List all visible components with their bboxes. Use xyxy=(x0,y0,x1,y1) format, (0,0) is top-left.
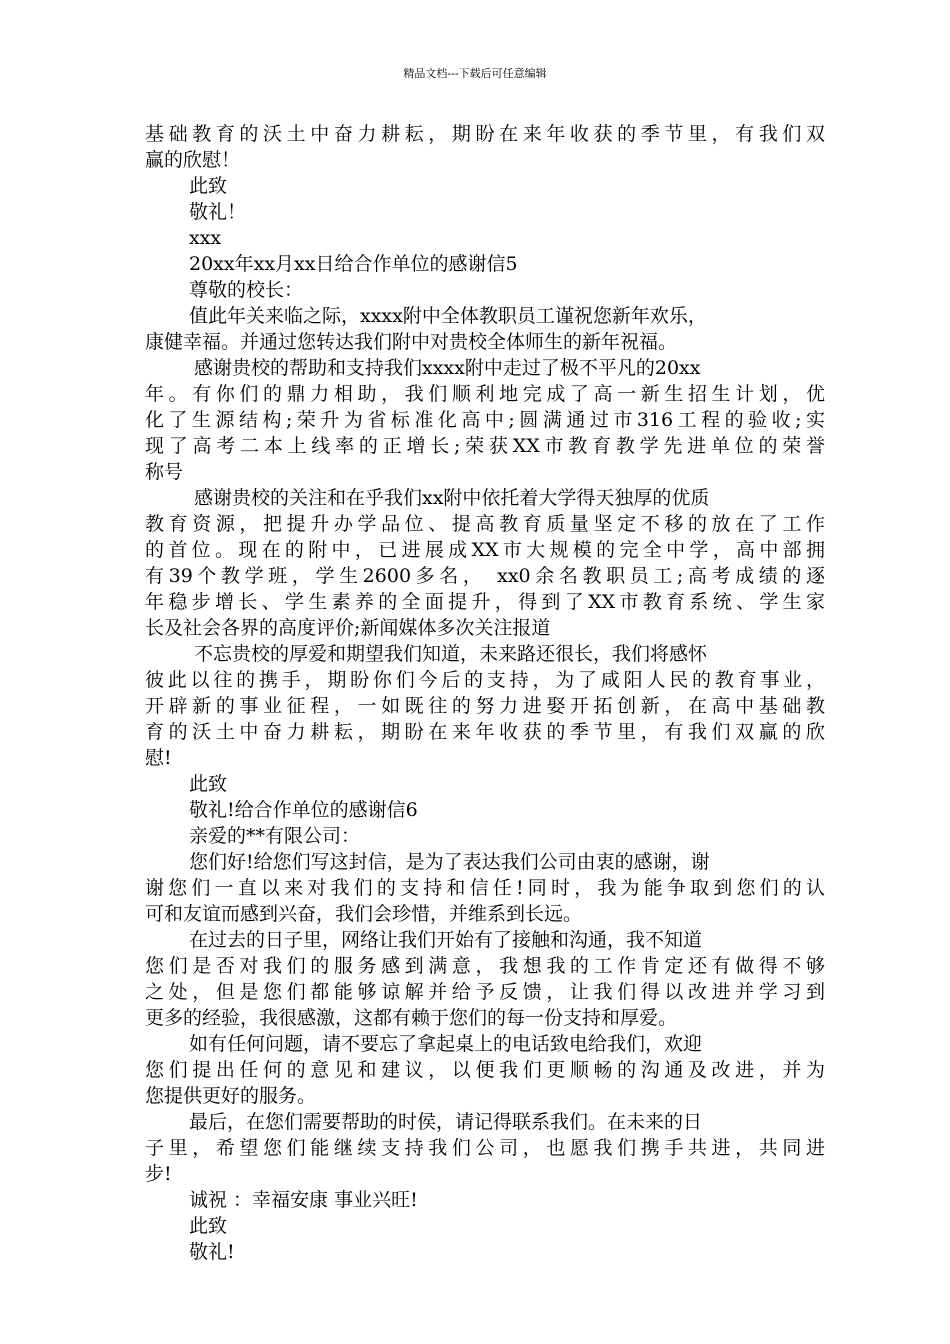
text-line: 此致 xyxy=(189,175,228,197)
text-line: 20xx年xx月xx日给合作单位的感谢信5 xyxy=(189,253,518,275)
text-line: 您们提出任何的意见和建议，以便我们更顺畅的沟通及改进，并为 xyxy=(145,1059,825,1081)
text-line: 彼此以往的携手，期盼你们今后的支持，为了咸阳人民的教育事业， xyxy=(145,669,825,691)
text-line: 您提供更好的服务。 xyxy=(145,1085,317,1107)
text-line: 您们是否对我们的服务感到满意，我想我的工作肯定还有做得不够 xyxy=(145,955,825,977)
text-line: 康健幸福。并通过您转达我们附中对贵校全体师生的新年祝福。 xyxy=(145,331,678,353)
text-line: xxx xyxy=(189,227,222,249)
text-line: 最后，在您们需要帮助的时侯，请记得联系我们。在未来的日 xyxy=(189,1111,703,1133)
text-line: 如有任何问题，请不要忘了拿起桌上的电话致电给我们，欢迎 xyxy=(189,1033,703,1055)
text-line: 育的沃土中奋力耕耘，期盼在来年收获的季节里，有我们双赢的欣 xyxy=(145,721,825,743)
document-body xyxy=(145,121,825,1265)
text-line: 教育资源，把提升办学品位、提高教育质量坚定不移的放在了工作 xyxy=(145,513,825,535)
page-header: 精品文档---下载后可任意编辑 xyxy=(403,67,547,80)
text-line: 诚祝 ：幸福安康 事业兴旺! xyxy=(189,1189,418,1211)
text-line: 有39个教学班，学生2600多名， xx0余名教职员工;高考成绩的逐 xyxy=(145,565,825,587)
text-line: 的首位。现在的附中，已进展成XX市大规模的完全中学，高中部拥 xyxy=(145,539,825,561)
text-line: 在过去的日子里，网络让我们开始有了接触和沟通，我不知道 xyxy=(189,929,703,951)
text-line: 年稳步增长、学生素养的全面提升，得到了XX市教育系统、学生家 xyxy=(145,591,825,613)
text-line: 不忘贵校的厚爱和期望我们知道，未来路还很长，我们将感怀 xyxy=(194,643,708,665)
text-line: 现了高考二本上线率的正增长;荣获XX市教育教学先进单位的荣誉 xyxy=(145,435,825,457)
text-line: 敬礼！ xyxy=(189,201,247,223)
text-line: 之处，但是您们都能够谅解并给予反馈，让我们得以改进并学习到 xyxy=(145,981,825,1003)
text-line: 可和友谊而感到兴奋，我们会珍惜，并维系到长远。 xyxy=(145,903,583,925)
text-line: 敬礼!给合作单位的感谢信6 xyxy=(189,799,418,821)
text-line: 子里，希望您们能继续支持我们公司，也愿我们携手共进，共同进 xyxy=(145,1137,825,1159)
text-line: 亲爱的**有限公司： xyxy=(189,825,361,847)
text-line: 此致 xyxy=(189,1215,228,1237)
text-line: 更多的经验，我很感激，这都有赖于您们的每一份支持和厚爱。 xyxy=(145,1007,678,1029)
text-line: 感谢贵校的帮助和支持我们xxxx附中走过了极不平凡的20xx xyxy=(194,357,701,379)
text-line: 值此年关来临之际，xxxx附中全体教职员工谨祝您新年欢乐， xyxy=(189,305,707,327)
text-line: 尊敬的校长： xyxy=(189,279,304,301)
text-line: 年。有你们的鼎力相助，我们顺利地完成了高一新生招生计划，优 xyxy=(145,383,825,405)
text-line: 开辟新的事业征程，一如既往的努力进娶开拓创新，在高中基础教 xyxy=(145,695,825,717)
text-line: 基础教育的沃土中奋力耕耘，期盼在来年收获的季节里，有我们双 xyxy=(145,123,825,145)
text-line: 慰! xyxy=(145,747,172,769)
text-line: 感谢贵校的关注和在乎我们xx附中依托着大学得天独厚的优质 xyxy=(194,487,710,509)
text-line: 化了生源结构;荣升为省标准化高中;圆满通过市316工程的验收;实 xyxy=(145,409,825,431)
text-line: 谢您们一直以来对我们的支持和信任!同时，我为能争取到您们的认 xyxy=(145,877,825,899)
text-line: 称号 xyxy=(145,461,184,483)
text-line: 赢的欣慰！ xyxy=(145,149,241,171)
text-line: 您们好!给您们写这封信，是为了表达我们公司由衷的感谢，谢 xyxy=(189,851,710,873)
text-line: 步! xyxy=(145,1163,172,1185)
text-line: 长及社会各界的高度评价;新闻媒体多次关注报道 xyxy=(145,617,551,639)
text-line: 敬礼! xyxy=(189,1241,235,1263)
text-line: 此致 xyxy=(189,773,228,795)
